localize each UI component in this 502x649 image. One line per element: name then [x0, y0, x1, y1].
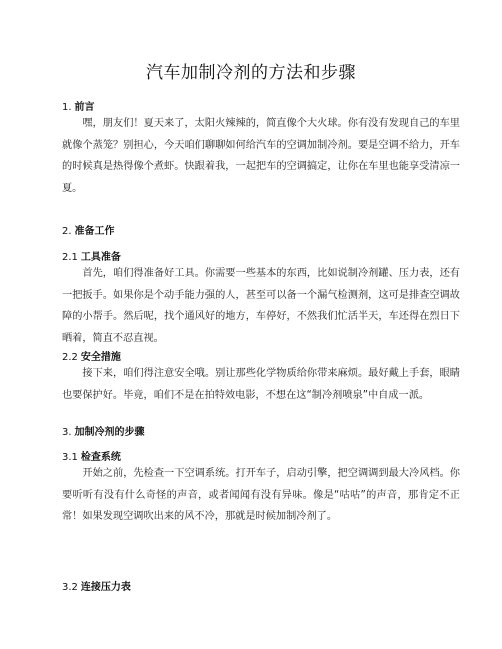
section-number: 3.1 — [62, 452, 78, 463]
section-heading-2-2 — [62, 348, 121, 363]
section-number: 2.2 — [62, 352, 78, 363]
section-number: 2.1 — [62, 252, 78, 263]
section-number: 3. — [62, 427, 72, 438]
document-title: 汽车加制冷剂的方法和步骤 — [146, 63, 356, 83]
section-number: 2. — [62, 226, 72, 237]
section-paragraph-2-2: 接下来，咱们得注意安全哦。别让那些化学物质给你带来麻烦。最好戴上手套，眼睛也要保护好。毕竟，咱们不是在拍特效电影，不想在这“制冷剂喷泉”中自成一派。 — [62, 368, 460, 401]
section-number: 3.2 — [62, 582, 78, 593]
section-heading-text: 连接压力表 — [80, 582, 131, 593]
section-heading-text: 检查系统 — [80, 452, 121, 463]
section-heading-3-1 — [62, 448, 121, 463]
section-heading-1 — [62, 98, 95, 113]
section-heading-text: 准备工作 — [74, 226, 115, 237]
section-paragraph-3-1: 开始之前，先检查一下空调系统。打开车子，启动引擎，把空调调到最大冷风档。你要听听有没有什么奇怪的声音，或者闻闻有没有异味。像是“咕咕”的声音，那肯定不正常！如果发现空调吹出来的风不冷，那就是时候加制冷剂了。 — [62, 468, 460, 522]
section-paragraph-1: 嘿，朋友们！夏天来了，太阳火辣辣的，简直像个大火球。你有没有发现自己的车里就像个蒸笼？别担心，今天咱们聊聊如何给汽车的空调加制冷剂。要是空调不给力，开车的时候真是热得像个煮虾。快跟着我，一起把车的空调搞定，让你在车里也能享受清凉一夏。 — [62, 118, 460, 194]
section-heading-2-1 — [62, 248, 121, 263]
section-paragraph-2-1: 首先，咱们得准备好工具。你需要一些基本的东西，比如说制冷剂罐、压力表，还有一把扳手。如果你是个动手能力强的人，甚至可以备一个漏气检测剂，这可是排查空调故障的小帮手。然后呢，找个通风好的地方，车停好，不然我们忙活半天，车还得在烈日下晒着，简直不忍直视。 — [62, 268, 460, 344]
section-heading-3 — [62, 423, 145, 438]
section-heading-2 — [62, 222, 115, 237]
section-heading-text: 工具准备 — [80, 252, 121, 263]
section-heading-3-2 — [62, 578, 131, 593]
section-number: 1. — [62, 102, 72, 113]
section-heading-text: 加制冷剂的步骤 — [74, 427, 145, 438]
section-heading-text: 前言 — [74, 102, 95, 113]
section-heading-text: 安全措施 — [80, 352, 121, 363]
